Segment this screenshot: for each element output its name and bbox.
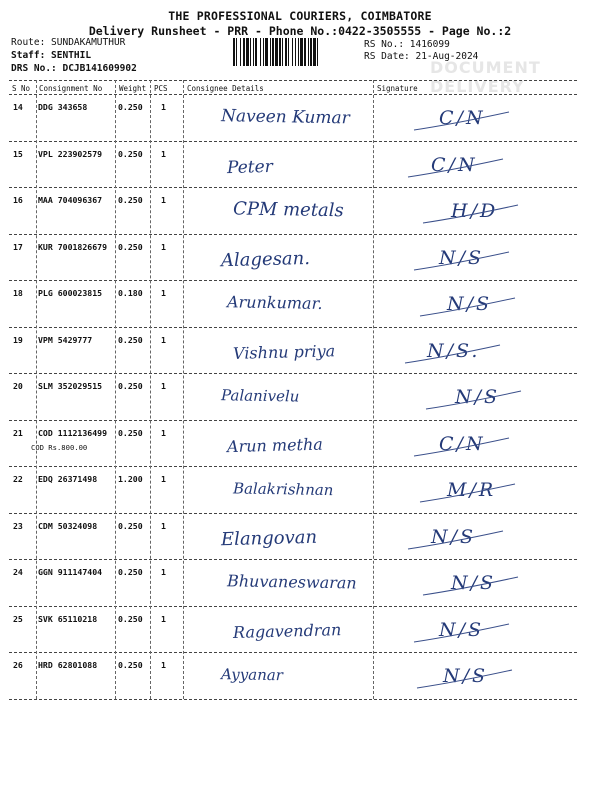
handwriting-layer xyxy=(9,420,577,466)
table-top-rule xyxy=(9,80,577,81)
signature-underline-stroke xyxy=(408,159,503,177)
cell-sno: 14 xyxy=(13,102,23,112)
handwritten-signature-status: M/R xyxy=(447,479,497,501)
handwriting-layer xyxy=(9,652,577,698)
handwritten-signature-status: N/S xyxy=(439,618,485,641)
cell-pcs: 1 xyxy=(161,288,166,298)
cell-pcs: 1 xyxy=(161,520,166,531)
cell-sno: 21 xyxy=(13,427,23,438)
handwritten-signature-status: N/S xyxy=(447,293,493,315)
handwritten-consignee-name: Palanivelu xyxy=(220,386,300,406)
cell-sno: 19 xyxy=(13,334,23,345)
signature-underline-stroke xyxy=(420,484,515,502)
cell-sno: 26 xyxy=(13,660,23,670)
col-header-weight: Weight xyxy=(119,84,147,93)
handwritten-consignee-name: Arunkumar. xyxy=(226,292,323,313)
cell-weight: 0.250 xyxy=(118,241,143,252)
cell-weight: 0.250 xyxy=(118,613,143,624)
col-header-consignment: Consignment No xyxy=(39,84,103,93)
row-separator xyxy=(9,699,577,700)
column-divider xyxy=(36,80,37,699)
signature-underline-stroke xyxy=(414,112,509,130)
cell-pcs: 1 xyxy=(161,334,166,345)
col-header-consignee: Consignee Details xyxy=(187,84,264,93)
handwriting-layer xyxy=(9,373,577,419)
handwritten-consignee-name: Ragavendran xyxy=(232,619,342,642)
table-header-rule xyxy=(9,94,577,95)
cell-sno: 15 xyxy=(13,148,23,159)
table-row xyxy=(9,94,577,141)
cell-weight: 0.250 xyxy=(118,660,143,670)
cell-weight: 0.250 xyxy=(118,427,143,438)
handwriting-layer xyxy=(9,327,577,373)
handwritten-consignee-name: CPM metals xyxy=(232,198,344,222)
handwritten-signature-status: C/N xyxy=(439,107,486,129)
cell-pcs: 1 xyxy=(161,381,166,391)
handwritten-consignee-name: Alagesan. xyxy=(220,247,311,271)
cell-pcs: 1 xyxy=(161,660,166,670)
cell-consignment-no: PLG 600023815 xyxy=(38,288,103,298)
handwritten-signature-status: N/S. xyxy=(427,339,481,362)
signature-underline-stroke xyxy=(426,391,521,409)
signature-underline-stroke xyxy=(423,205,518,223)
handwritten-signature-status: C/N xyxy=(431,153,478,176)
handwriting-layer xyxy=(9,280,577,326)
table-row xyxy=(9,559,577,606)
signature-underline-stroke xyxy=(414,252,509,270)
cell-weight: 0.250 xyxy=(118,102,143,112)
handwritten-consignee-name: Vishnu priya xyxy=(232,340,336,363)
cell-pcs: 1 xyxy=(161,148,166,159)
company-title: THE PROFESSIONAL COURIERS, COIMBATORE xyxy=(168,9,432,23)
cell-sno: 22 xyxy=(13,474,23,484)
handwriting-layer xyxy=(9,234,577,280)
drs-label: DRS No.: DCJB141609902 xyxy=(11,63,137,74)
document-delivery-watermark: DOCUMENT DELIVERY xyxy=(430,58,541,96)
table-row xyxy=(9,466,577,513)
column-divider xyxy=(373,80,374,699)
table-row xyxy=(9,652,577,699)
delivery-table xyxy=(9,80,577,699)
handwriting-layer xyxy=(9,559,577,605)
cell-weight: 0.250 xyxy=(118,520,143,531)
barcode-image xyxy=(232,38,357,66)
handwritten-consignee-name: Elangovan xyxy=(220,526,318,550)
cell-consignment-no: DDG 343658 xyxy=(38,102,88,112)
handwritten-signature-status: N/S xyxy=(451,572,497,594)
handwritten-consignee-name: Naveen Kumar xyxy=(220,106,350,129)
handwritten-consignee-name: Peter xyxy=(226,156,274,178)
cell-consignment-no: HRD 62801088 xyxy=(38,660,98,670)
cell-weight: 0.250 xyxy=(118,567,143,577)
cell-consignment-no: MAA 704096367 xyxy=(38,195,103,205)
cell-sno: 17 xyxy=(13,241,23,252)
handwritten-consignee-name: Arun metha xyxy=(226,434,324,456)
signature-underline-stroke xyxy=(423,577,518,595)
table-row xyxy=(9,513,577,560)
cell-sno: 20 xyxy=(13,381,23,391)
cell-consignment-no: CDM 50324098 xyxy=(38,520,98,531)
handwriting-layer xyxy=(9,187,577,233)
handwriting-layer xyxy=(9,94,577,140)
table-row xyxy=(9,187,577,234)
handwritten-signature-status: N/S xyxy=(455,386,501,408)
rs-date: RS Date: 21-Aug-2024 xyxy=(364,51,479,62)
handwritten-signature-status: C/N xyxy=(439,432,486,455)
handwritten-signature-status: N/S xyxy=(431,525,477,548)
handwritten-signature-status: H/D xyxy=(451,200,499,222)
table-row xyxy=(9,141,577,188)
cell-consignment-no: VPL 223902579 xyxy=(38,148,103,159)
cell-sno: 24 xyxy=(13,567,23,577)
cell-consignment-no: VPM 5429777 xyxy=(38,334,93,345)
cell-pcs: 1 xyxy=(161,241,166,252)
cell-consignment-no: SLM 352029515 xyxy=(38,381,103,391)
column-divider xyxy=(183,80,184,699)
signature-underline-stroke xyxy=(417,670,512,688)
cell-consignment-no: EDQ 26371498 xyxy=(38,474,98,484)
route-label: Route: SUNDAKAMUTHUR xyxy=(11,37,126,48)
cell-weight: 1.200 xyxy=(118,474,143,484)
table-row xyxy=(9,373,577,420)
cell-cod-amount: COD Rs.800.00 xyxy=(31,442,88,452)
handwritten-consignee-name: Bhuvaneswaran xyxy=(226,571,357,593)
signature-underline-stroke xyxy=(408,531,503,549)
handwritten-consignee-name: Balakrishnan xyxy=(232,479,334,500)
handwritten-signature-status: N/S xyxy=(443,665,489,687)
table-row xyxy=(9,606,577,653)
runsheet-subtitle: Delivery Runsheet - PRR - Phone No.:0422-3505555 - Page No.:2 xyxy=(88,24,512,38)
col-header-pcs: PCS xyxy=(154,84,168,93)
cell-consignment-no: KUR 7001826679 xyxy=(38,241,108,252)
cell-consignment-no: GGN 911147404 xyxy=(38,567,103,577)
staff-label: Staff: SENTHIL xyxy=(11,50,92,61)
cell-pcs: 1 xyxy=(161,427,166,438)
cell-pcs: 1 xyxy=(161,613,166,624)
handwriting-layer xyxy=(9,141,577,187)
signature-underline-stroke xyxy=(420,298,515,316)
table-row xyxy=(9,234,577,281)
column-divider xyxy=(115,80,116,699)
cell-weight: 0.250 xyxy=(118,195,143,205)
handwriting-layer xyxy=(9,466,577,512)
cell-pcs: 1 xyxy=(161,474,166,484)
rs-number: RS No.: 1416099 xyxy=(364,39,450,50)
table-row xyxy=(9,420,577,467)
signature-underline-stroke xyxy=(414,438,509,456)
col-header-signature: Signature xyxy=(377,84,418,93)
handwritten-consignee-name: Ayyanar xyxy=(220,665,284,685)
cell-sno: 16 xyxy=(13,195,23,205)
table-row xyxy=(9,327,577,374)
cell-weight: 0.250 xyxy=(118,334,143,345)
col-header-sno: S No xyxy=(12,84,31,93)
handwriting-layer xyxy=(9,513,577,559)
handwritten-signature-status: N/S xyxy=(439,246,485,269)
cell-consignment-no: COD 1112136499 xyxy=(38,427,108,438)
cell-pcs: 1 xyxy=(161,102,166,112)
handwriting-layer xyxy=(9,606,577,652)
cell-weight: 0.180 xyxy=(118,288,143,298)
signature-underline-stroke xyxy=(414,624,509,642)
cell-sno: 23 xyxy=(13,520,23,531)
cell-pcs: 1 xyxy=(161,567,166,577)
cell-weight: 0.250 xyxy=(118,148,143,159)
signature-underline-stroke xyxy=(405,345,500,363)
cell-consignment-no: SVK 65110218 xyxy=(38,613,98,624)
cell-pcs: 1 xyxy=(161,195,166,205)
cell-sno: 25 xyxy=(13,613,23,624)
cell-weight: 0.250 xyxy=(118,381,143,391)
column-divider xyxy=(150,80,151,699)
table-row xyxy=(9,280,577,327)
cell-sno: 18 xyxy=(13,288,23,298)
